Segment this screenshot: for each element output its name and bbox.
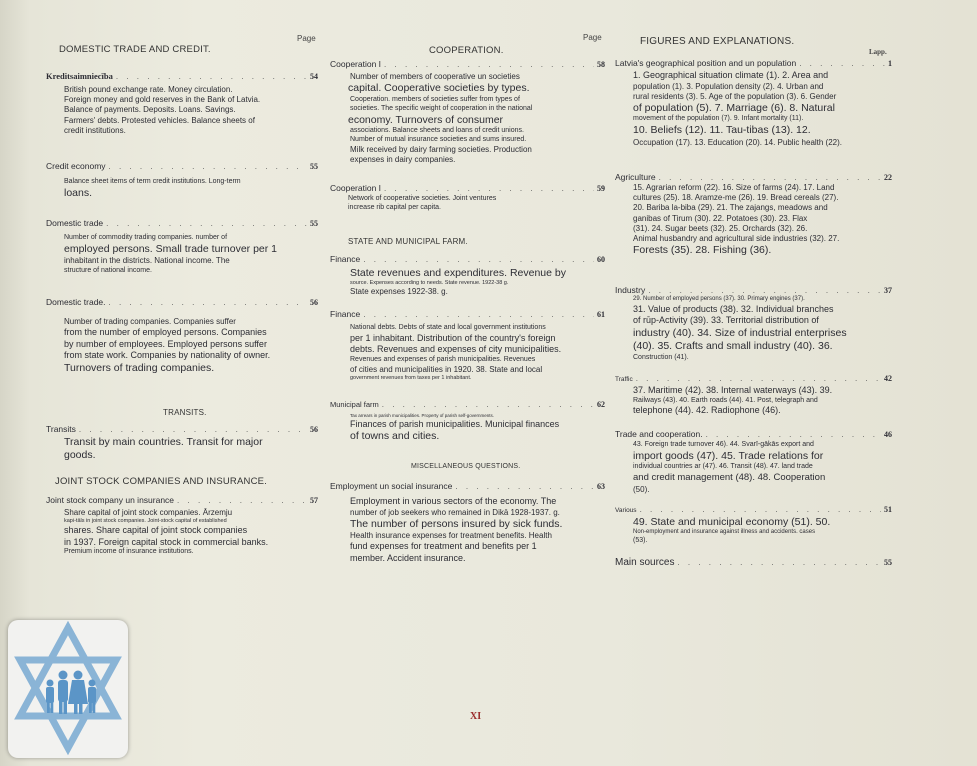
page-number: 58 — [597, 60, 605, 69]
star-of-david-family-icon — [8, 620, 128, 758]
entry-description: structure of national income. — [64, 266, 152, 274]
entry-description: of cities and municipalities in 1920. 38. State and local — [350, 364, 543, 374]
entry-description: 49. State and municipal economy (51). 50. — [633, 516, 831, 528]
entry-description: (31). 24. Sugar beets (32). 25. Orchards (32). 26. — [633, 223, 808, 233]
entry-title: Credit economy — [46, 161, 106, 171]
entry-description: (40). 35. Crafts and small industry (40). 36. — [633, 340, 833, 353]
entry-description: of towns and cities. — [350, 430, 440, 443]
entry-description: movement of the population (7). 9. Infant mortality (11). — [633, 115, 804, 123]
entry-description: telephone (44). 42. Radiophone (46). — [633, 405, 781, 416]
page-number: 22 — [884, 173, 892, 182]
entry-description: Animal husbandry and agricultural side industries (32). 27. — [633, 234, 840, 244]
page-column-label: Page — [583, 33, 602, 42]
entry-description: (53). — [633, 537, 648, 545]
entry-description: Employment in various sectors of the economy. The — [350, 496, 557, 506]
section-heading: FIGURES AND EXPLANATIONS. — [640, 36, 795, 47]
page-number: 55 — [310, 162, 318, 171]
entry-description: of population (5). 7. Marriage (6). 8. Natural — [633, 101, 835, 114]
toc-entry[interactable] — [46, 424, 318, 463]
entry-description: British pound exchange rate. Money circulation. — [64, 85, 233, 94]
toc-entry[interactable] — [46, 161, 318, 200]
page-number: 37 — [884, 286, 892, 295]
entry-description: economy. Turnovers of consumer — [348, 113, 504, 126]
entry-description: from the number of employed persons. Companies — [64, 327, 267, 338]
entry-title: Various — [615, 507, 637, 514]
entry-description: (50). — [633, 484, 650, 494]
entry-description: State revenues and expenditures. Revenue by — [350, 267, 566, 279]
entry-title: Domestic trade — [46, 218, 104, 228]
toc-entry[interactable] — [330, 309, 605, 382]
page-number: 57 — [310, 496, 318, 505]
entry-description: of rūp-Activity (39). 33. Territorial distribution of — [633, 315, 819, 326]
entry-description: goods. — [64, 449, 96, 462]
entry-title: Employment un social insurance — [330, 481, 453, 491]
section-heading: JOINT STOCK COMPANIES AND INSURANCE. — [55, 476, 268, 487]
entry-description: Premium income of insurance institutions. — [64, 548, 194, 556]
entry-description: Tax arrears in parish municipalities. Property of parish self-governments. — [350, 413, 495, 418]
entry-description: Foreign money and gold reserves in the Bank of Latvia. — [64, 95, 261, 105]
entry-title: Trade and cooperation. — [615, 429, 703, 439]
entry-description: member. Accident insurance. — [350, 552, 466, 563]
roman-page-number: XI — [470, 711, 482, 722]
page-number: 59 — [597, 184, 605, 193]
entry-description: Number of trading companies. Companies suffer — [64, 317, 236, 326]
page-number: 51 — [884, 505, 892, 514]
entry-description: Number of commodity trading companies. number of — [64, 234, 228, 241]
entry-description: Number of members of cooperative un societies — [350, 72, 520, 81]
entry-description: Finances of parish municipalities. Municipal finances — [350, 418, 560, 429]
entry-description: number of job seekers who remained in Dikā 1928-1937. g. — [350, 507, 560, 517]
section-heading: DOMESTIC TRADE AND CREDIT. — [59, 44, 211, 55]
entry-description: Forests (35). 28. Fishing (36). — [633, 244, 772, 257]
logo-badge — [8, 620, 128, 758]
entry-description: individual countries ar (47). 46. Transit (48). 47. land trade — [633, 463, 813, 471]
toc-entry[interactable] — [46, 297, 318, 375]
entry-description: inhabitant in the districts. National income. The — [64, 256, 230, 266]
toc-entry[interactable] — [615, 505, 892, 546]
entry-description: Turnovers of trading companies. — [64, 361, 215, 374]
entry-description: kapi-tāls in joint stock companies. Joint-stock capital of established — [64, 518, 227, 525]
page-number: 60 — [597, 255, 605, 264]
entry-title: Municipal farm — [330, 400, 379, 409]
entry-title: Agriculture — [615, 172, 656, 182]
entry-description: increase rib capital per capita. — [348, 203, 441, 211]
entry-description: population (1). 3. Population density (2). 4. Urban and — [633, 81, 824, 91]
toc-entry[interactable] — [330, 183, 605, 213]
entry-description: shares. Share capital of joint stock companies — [64, 525, 248, 536]
entry-description: societies. The specific weight of cooperation in the national — [350, 104, 533, 112]
page-number: 63 — [597, 482, 605, 491]
page-number: 62 — [597, 400, 605, 409]
entry-title: Main sources — [615, 557, 675, 568]
entry-description: rural residents (3). 5. Age of the population (3). 6. Gender — [633, 91, 837, 101]
entry-description: employed persons. Small trade turnover per 1 — [64, 242, 278, 255]
toc-entry[interactable] — [615, 429, 892, 495]
section-heading: TRANSITS. — [163, 408, 207, 417]
page-number: 56 — [310, 425, 318, 434]
entry-description: import goods (47). 45. Trade relations for — [633, 449, 824, 462]
page-number: 56 — [310, 298, 318, 307]
entry-description: 29. Number of employed persons (37). 30. Primary engines (37). — [633, 296, 805, 302]
page-column-label: Lapp. — [869, 48, 887, 56]
toc-entry[interactable] — [615, 374, 892, 417]
entry-description: in 1937. Foreign capital stock in commercial banks. — [64, 536, 269, 547]
entry-description: Share capital of joint stock companies. Ārzemju — [64, 508, 233, 517]
entry-description: Cooperation. members of societies suffer from types of — [350, 95, 520, 103]
entry-description: by number of employees. Employed persons suffer — [64, 338, 267, 349]
toc-entry[interactable] — [46, 71, 318, 136]
toc-entry[interactable] — [330, 481, 605, 564]
entry-title: Kreditsaimniecība — [46, 71, 113, 81]
entry-description: 1. Geographical situation climate (1). 2. Area and — [633, 70, 829, 80]
entry-title: Transits — [46, 424, 76, 434]
toc-entry[interactable] — [615, 557, 892, 568]
page-number: 42 — [884, 374, 892, 383]
page-number: 46 — [884, 430, 892, 439]
entry-description: 20. Bariba la-biba (29). 21. The zajangs, meadows and — [633, 203, 828, 213]
entry-description: Occupation (17). 13. Education (20). 14. Public health (22). — [633, 137, 843, 147]
entry-description: fund expenses for treatment and benefits per 1 — [350, 541, 537, 552]
section-heading: STATE AND MUNICIPAL FARM. — [348, 237, 468, 246]
entry-description: Balance of payments. Deposits. Loans. Savings. — [64, 105, 236, 115]
entry-description: from state work. Companies by nationality of owner. — [64, 350, 271, 361]
entry-description: 43. Foreign trade turnover 46). 44. Svarī-gākās export and — [633, 441, 814, 448]
entry-description: per 1 inhabitant. Distribution of the country's foreign — [350, 332, 556, 343]
entry-description: cultures (25). 18. Aramze-me (26). 19. Bread cereals (27). — [633, 193, 839, 203]
toc-entry[interactable] — [330, 59, 605, 165]
entry-description: expenses in dairy companies. — [350, 155, 456, 165]
entry-description: 31. Value of products (38). 32. Individual branches — [633, 303, 834, 314]
entry-description: Construction (41). — [633, 353, 689, 361]
toc-entry[interactable] — [46, 218, 318, 276]
toc-entry[interactable] — [330, 400, 605, 444]
entry-description: Number of mutual insurance societies and sums insured. — [350, 135, 527, 143]
entry-description: capital. Cooperative societies by types. — [348, 82, 530, 95]
entry-description: credit institutions. — [64, 125, 126, 135]
entry-title: Traffic — [615, 376, 633, 383]
entry-title: Domestic trade. — [46, 297, 106, 307]
entry-description: ganibas of Tirum (30). 22. Potatoes (30). 23. Flax — [633, 213, 808, 223]
entry-description: Health insurance expenses for treatment benefits. Health — [350, 531, 552, 541]
entry-title: Cooperation I — [330, 59, 382, 69]
page-column-label: Page — [297, 34, 316, 43]
entry-description: source. Expenses according to needs. State revenue. 1922-38 g. — [350, 280, 509, 287]
entry-description: debts. Revenues and expenses of city municipalities. — [350, 344, 562, 355]
section-heading: COOPERATION. — [429, 45, 504, 56]
entry-description: State expenses 1922-38. g. — [350, 287, 448, 297]
entry-description: government revenues from taxes per 1 inhabitant. — [350, 375, 472, 382]
page-number: 1 — [888, 59, 892, 68]
entry-description: Milk received by dairy farming societies. Production — [350, 144, 532, 154]
page-number: 55 — [310, 219, 318, 228]
page-number: 54 — [310, 72, 318, 81]
entry-description: Transit by main countries. Transit for major — [64, 436, 263, 448]
entry-description: loans. — [64, 186, 93, 199]
entry-description: Railways (43). 40. Earth roads (44). 41. Post, telegraph and — [633, 396, 818, 404]
page-number: 55 — [884, 558, 892, 567]
toc-entry[interactable] — [46, 495, 318, 557]
entry-description: Non-employment and insurance against illness and accidents. cases — [633, 529, 816, 536]
toc-entry[interactable] — [615, 285, 892, 363]
entry-description: industry (40). 34. Size of industrial enterprises — [633, 326, 847, 339]
entry-title: Cooperation I — [330, 183, 382, 193]
entry-title: Joint stock company un insurance — [46, 495, 175, 505]
entry-description: Balance sheet items of term credit institutions. Long-term — [64, 178, 241, 185]
entry-description: 15. Agrarian reform (22). 16. Size of farms (24). 17. Land — [633, 183, 835, 192]
entry-title: Finance — [330, 254, 361, 264]
entry-description: National debts. Debts of state and local government institutions — [350, 324, 546, 331]
entry-description: Network of cooperative societies. Joint ventures — [348, 195, 497, 202]
entry-title: Latvia's geographical position and un population — [615, 58, 797, 68]
entry-description: Revenues and expenses of parish municipalities. Revenues — [350, 355, 536, 363]
entry-description: The number of persons insured by sick funds. — [350, 517, 563, 530]
entry-description: and credit management (48). 48. Cooperation — [633, 472, 826, 484]
entry-description: 10. Beliefs (12). 11. Tau-tibas (13). 12. — [633, 124, 811, 137]
toc-entry[interactable] — [615, 58, 892, 148]
section-heading: MISCELLANEOUS QUESTIONS. — [411, 463, 521, 470]
toc-entry[interactable] — [615, 172, 892, 258]
entry-description: Farmers' debts. Protested vehicles. Balance sheets of — [64, 115, 255, 125]
entry-description: 37. Maritime (42). 38. Internal waterways (43). 39. — [633, 385, 833, 395]
entry-description: associations. Balance sheets and loans of credit unions. — [350, 127, 524, 135]
entry-title: Industry — [615, 285, 646, 295]
entry-title: Finance — [330, 309, 361, 319]
toc-entry[interactable] — [330, 254, 605, 298]
page-number: 61 — [597, 310, 605, 319]
